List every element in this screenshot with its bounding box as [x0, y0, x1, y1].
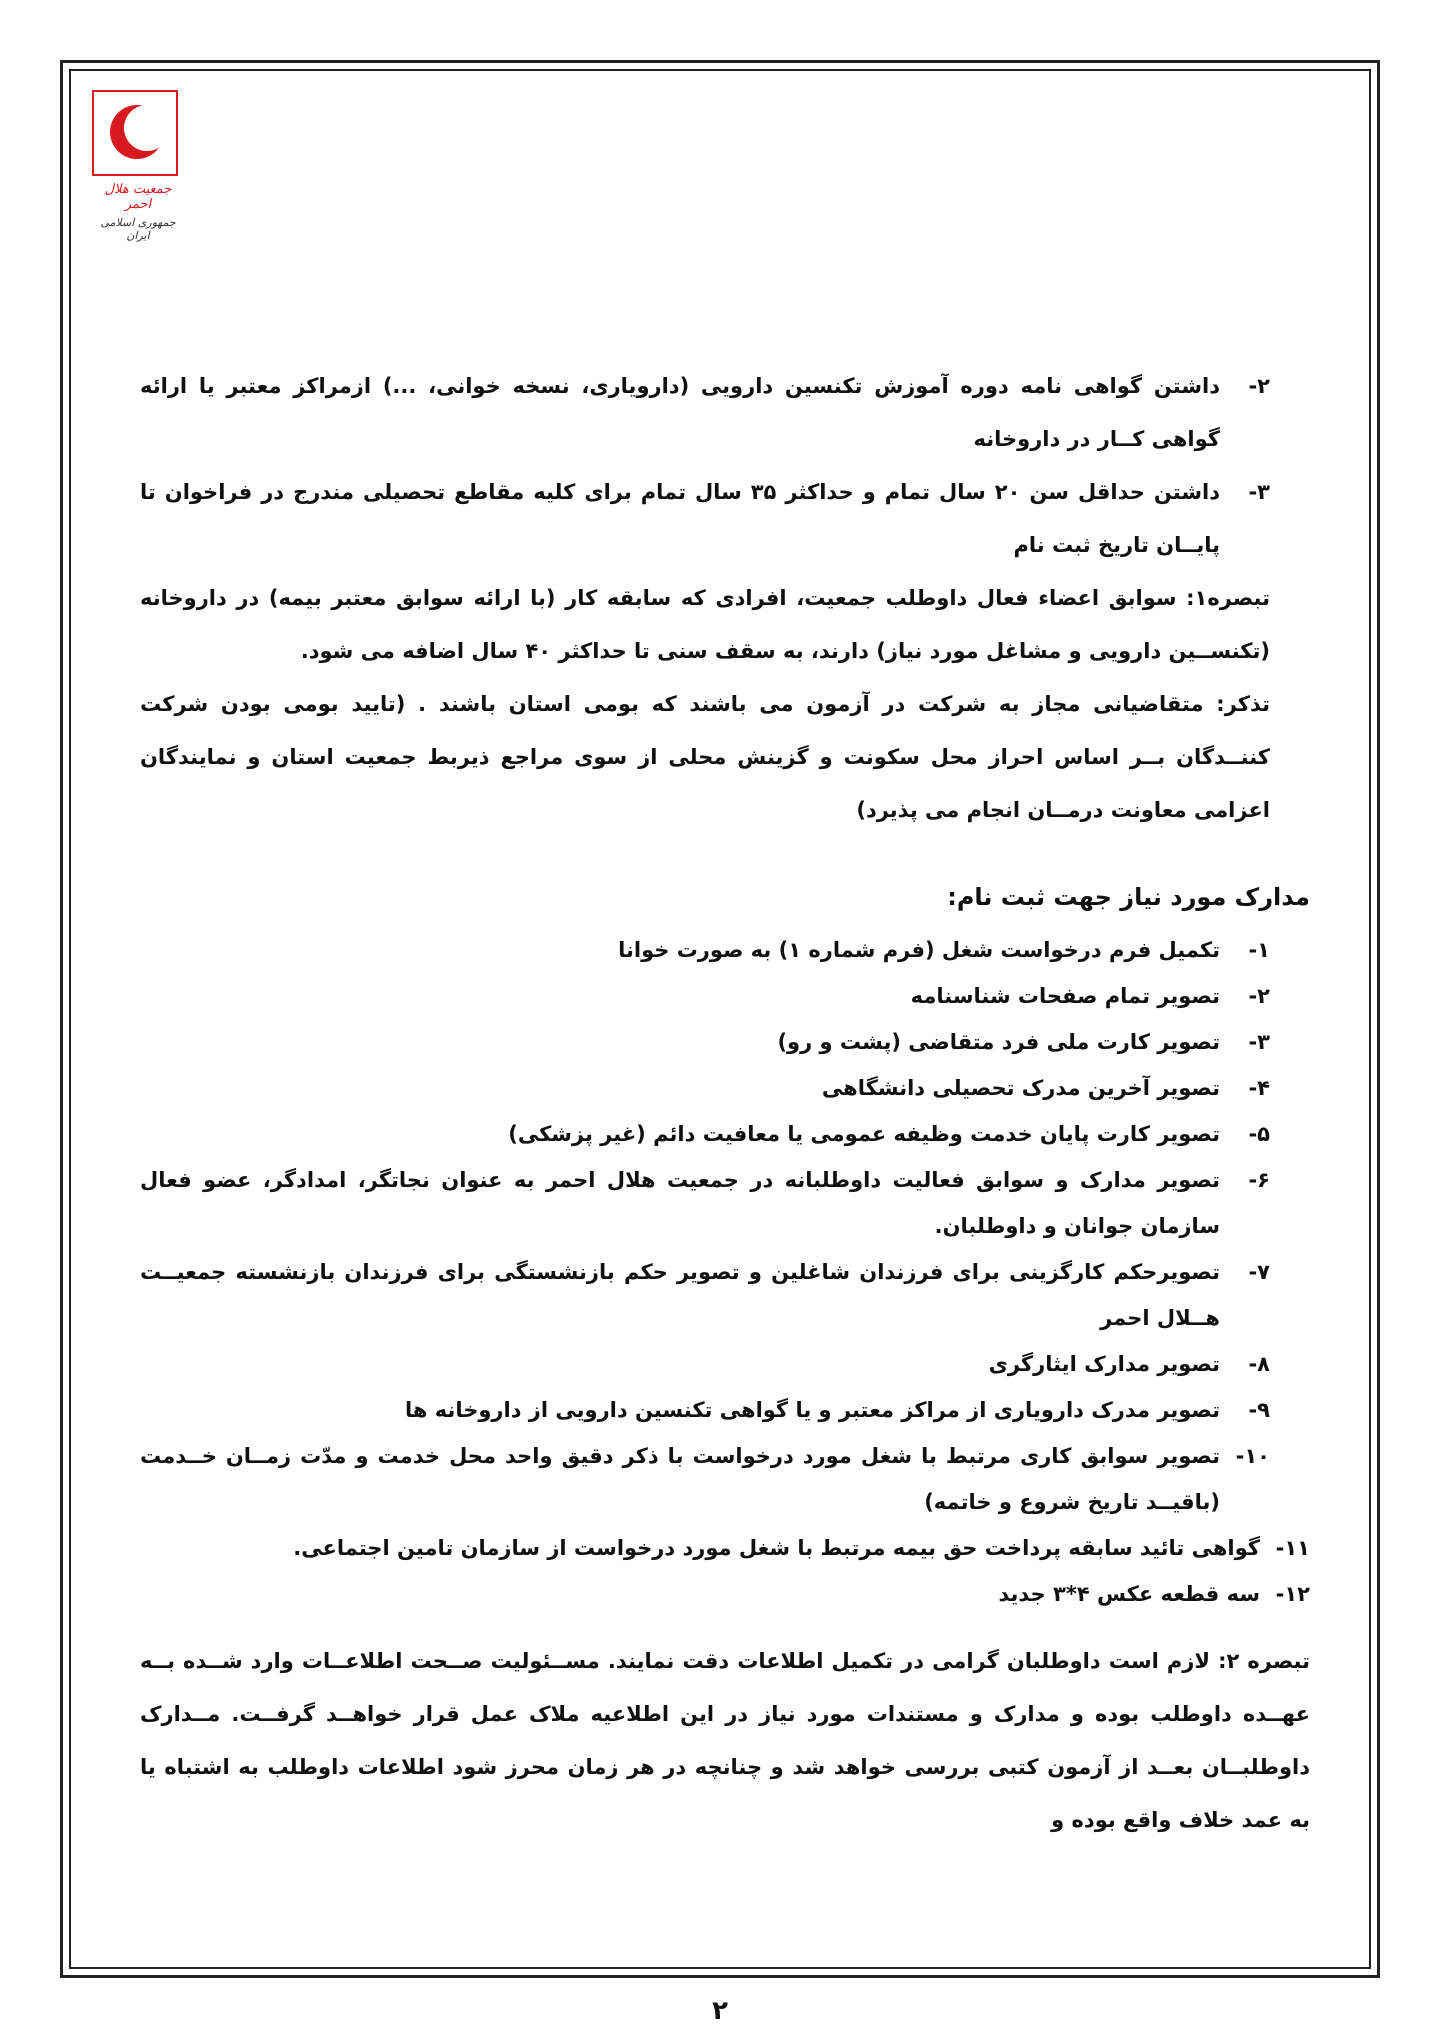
document-number: ۱۲- [1275, 1582, 1310, 1606]
reminder-text: متقاضیانی مجاز به شرکت در آزمون می باشند که بومی استان باشند . (تایید بومی بودن شرکت کننــدگان بــر اساس احراز محل سکونت و گزینش محلی از سوی مراجع ذیربط جمعیت استان و نمایندگان اعزامی معاونت درمــان انجام می پذیرد) [140, 692, 1270, 822]
document-number: ۷- [1248, 1260, 1270, 1284]
note-1 [140, 572, 1270, 678]
note-2-label: تبصره ۲: [1218, 1649, 1311, 1673]
document-item [140, 1065, 1270, 1111]
document-text: تصویر تمام صفحات شناسنامه [910, 984, 1220, 1008]
document-text: تصویر مدارک و سوابق فعالیت داوطلبانه در جمعیت هلال احمر به عنوان نجاتگر، امدادگر، عضو فعال سازمان جوانان و داوطلبان. [140, 1168, 1220, 1238]
requirement-item [140, 360, 1270, 466]
logo-title: جمعیت هلال احمر [104, 182, 172, 212]
document-number: ۱۰- [1235, 1444, 1270, 1468]
document-item [140, 1019, 1270, 1065]
document-number: ۵- [1248, 1122, 1270, 1146]
document-text: تصویر آخرین مدرک تحصیلی دانشگاهی [821, 1076, 1220, 1100]
requirement-item [140, 466, 1270, 572]
red-crescent-logo [92, 90, 184, 242]
documents-list [140, 927, 1310, 1617]
document-number: ۹- [1248, 1398, 1270, 1422]
document-item [140, 973, 1270, 1019]
document-text: تصویر کارت ملی فرد متقاضی (پشت و رو) [777, 1030, 1220, 1054]
document-body [140, 360, 1311, 1847]
reminder-label: تذکر: [1216, 692, 1270, 716]
requirement-text: داشتن گواهی نامه دوره آموزش تکنسین دارویی (دارویاری، نسخه خوانی، ...) ازمراکز معتبر یا ارائه گواهی کــار در داروخانه [140, 374, 1220, 451]
document-number: ۶- [1248, 1168, 1270, 1192]
document-number: ۴- [1248, 1076, 1270, 1100]
document-item [140, 927, 1270, 973]
note-2-text: لازم است داوطلبان گرامی در تکمیل اطلاعات دقت نمایند. مســئولیت صــحت اطلاعــات وارد شــده بــه عهــده داوطلب بوده و مدارک و مستندات مورد نیاز در این اطلاعیه ملاک عمل قرار خواهــد گرفــت. مــدارک داوطلبــان بعــد از آزمون کتبی بررسی خواهد شد و چنانچه در هر زمان محرز شود اطلاعات داوطلب به اشتباه یا به عمد خلاف واقع بوده و [140, 1649, 1310, 1832]
note-1-label: تبصره۱: [1186, 586, 1270, 610]
document-item [140, 1249, 1270, 1341]
reminder [140, 678, 1270, 837]
crescent-icon [92, 90, 178, 176]
documents-heading: مدارک مورد نیاز جهت ثبت نام: [947, 883, 1310, 911]
document-item [140, 1387, 1270, 1433]
document-item [140, 1111, 1270, 1157]
document-text: گواهی تائید سابقه پرداخت حق بیمه مرتبط با شغل مورد درخواست از سازمان تامین اجتماعی. [293, 1536, 1260, 1560]
document-item [140, 1571, 1310, 1617]
requirement-text: داشتن حداقل سن ۲۰ سال تمام و حداکثر ۳۵ سال تمام برای کلیه مقاطع تحصیلی مندرج در فراخوان تا پایــان تاریخ ثبت نام [140, 480, 1220, 557]
document-number: ۲- [1248, 984, 1270, 1008]
note-2 [140, 1635, 1310, 1847]
requirement-number: ۳- [1248, 480, 1270, 504]
document-text: تصویر مدارک ایثارگری [988, 1352, 1220, 1376]
document-text: تکمیل فرم درخواست شغل (فرم شماره ۱) به صورت خوانا [618, 938, 1220, 962]
document-text: تصویرحکم کارگزینی برای فرزندان شاغلین و تصویر حکم بازنشستگی برای فرزندان بازنشسته جمعیــت هــلال احمر [140, 1260, 1220, 1330]
document-text: تصویر مدرک دارویاری از مراکز معتبر و یا گواهی تکنسین دارویی از داروخانه ها [404, 1398, 1220, 1422]
document-item [140, 1525, 1310, 1571]
document-number: ۱۱- [1275, 1536, 1310, 1560]
note-1-text: سوابق اعضاء فعال داوطلب جمعیت، افرادی که سابقه کار (با ارائه سوابق معتبر بیمه) در داروخانه (تکنســین دارویی و مشاغل مورد نیاز) دارند، به سقف سنی تا حداکثر ۴۰ سال اضافه می شود. [140, 586, 1270, 663]
document-text: تصویر کارت پایان خدمت وظیفه عمومی یا معافیت دائم (غیر پزشکی) [508, 1122, 1220, 1146]
document-item [140, 1433, 1270, 1525]
requirement-number: ۲- [1248, 374, 1270, 398]
logo-subtitle: جمهوری اسلامی ایران [100, 216, 176, 242]
document-item [140, 1341, 1270, 1387]
document-number: ۸- [1248, 1352, 1270, 1376]
document-text: سه قطعه عکس ۴*۳ جدید [998, 1582, 1260, 1606]
document-text: تصویر سوابق کاری مرتبط با شغل مورد درخواست با ذکر دقیق واحد محل خدمت و مدّت زمــان خــدمت (باقیــد تاریخ شروع و خاتمه) [140, 1444, 1220, 1514]
page-number: ۲ [712, 1996, 728, 2026]
document-item [140, 1157, 1270, 1249]
document-number: ۱- [1248, 938, 1270, 962]
document-number: ۳- [1248, 1030, 1270, 1054]
